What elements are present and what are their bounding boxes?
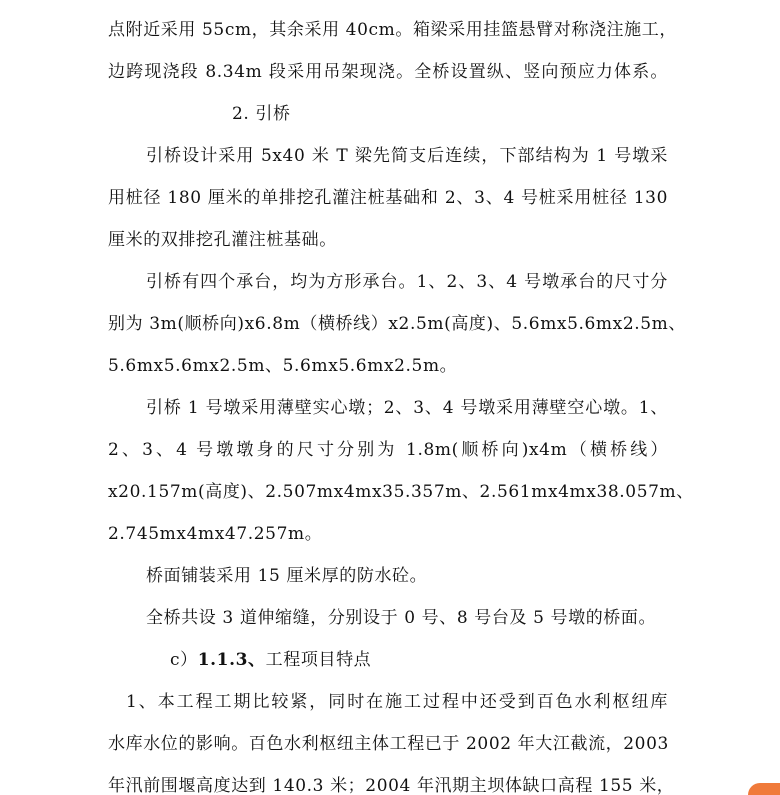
corner-decoration [748,783,780,795]
text-line-20: 水库水位的影响。百色水利枢纽主体工程已于 2002 年大江截流，2003 [108,734,669,754]
text-line-11: 2、3、4 号墩墩身的尺寸分别为 1.8m(顺桥向)x4m（横桥线） [108,440,668,460]
text-line-2: 边跨现浇段 8.34m 段采用吊架现浇。全桥设置纵、竖向预应力体系。 [108,62,668,82]
text-line-12: x20.157m(高度)、2.507mx4mx35.357m、2.561mx4mx38.057m、 [108,482,694,502]
subsection-number: 1.1.3、 [197,650,266,670]
text-line-4: 引桥设计采用 5x40 米 T 梁先简支后连续，下部结构为 1 号墩采 [146,146,668,166]
section-heading-approach-bridge: 2. 引桥 [232,104,291,124]
subsection-prefix: c） [170,650,198,670]
text-line-8: 别为 3m(顺桥向)x6.8m（横桥线）x2.5m(高度)、5.6mx5.6mx2.5m、 [108,314,686,334]
text-line-19: 1、本工程工期比较紧，同时在施工过程中还受到百色水利枢纽库 [126,692,668,712]
text-line-7: 引桥有四个承台，均为方形承台。1、2、3、4 号墩承台的尺寸分 [146,272,668,292]
text-line-6: 厘米的双排挖孔灌注桩基础。 [108,230,337,250]
text-line-1: 点附近采用 55cm，其余采用 40cm。箱梁采用挂篮悬臂对称浇注施工， [108,20,677,40]
text-line-14: 桥面铺装采用 15 厘米厚的防水砼。 [146,566,428,586]
subsection-heading [170,648,371,672]
subsection-title: 工程项目特点 [265,650,372,670]
text-line-13: 2.745mx4mx47.257m。 [108,524,323,544]
text-line-15: 全桥共设 3 道伸缩缝，分别设于 0 号、8 号台及 5 号墩的桥面。 [146,608,657,628]
text-line-21: 年汛前围堰高度达到 140.3 米；2004 年汛期主坝体缺口高程 155 米， [108,776,675,795]
text-line-5: 用桩径 180 厘米的单排挖孔灌注桩基础和 2、3、4 号桩采用桩径 130 [108,188,668,208]
text-line-10: 引桥 1 号墩采用薄壁实心墩；2、3、4 号墩采用薄壁空心墩。1、 [146,398,668,418]
text-line-9: 5.6mx5.6mx2.5m、5.6mx5.6mx2.5m。 [108,356,458,376]
